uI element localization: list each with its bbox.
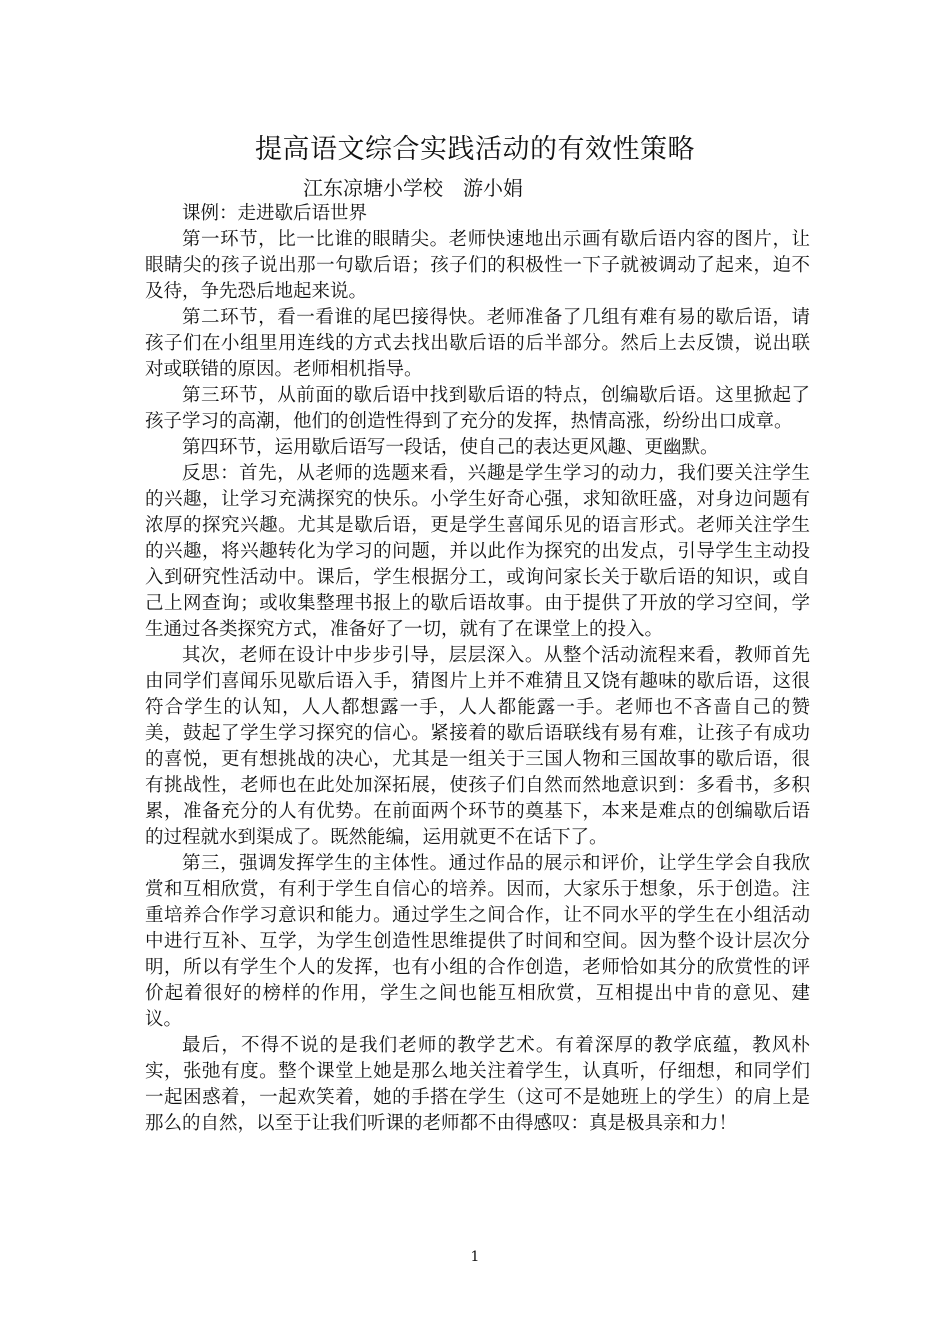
author-line: 江东凉塘小学校 游小娟 — [303, 176, 523, 200]
document-title: 提高语文综合实践活动的有效性策略 — [255, 134, 695, 165]
paragraph-reflection-second: 其次，老师在设计中步步引导，层层深入。从整个活动流程来看，教师首先由同学们喜闻乐见歇后语入手，猜图片上并不难猜且又饶有趣味的歇后语，这很符合学生的认知，人人都想露一手，人人都能露一手。老师也不吝啬自己的赞美，鼓起了学生学习探究的信心。紧接着的歇后语联线有易有难，让孩子有成功的喜悦，更有想挑战的决心，尤其是一组关于三国人物和三国故事的歇后语，很有挑战性，老师也在此处加深拓展，使孩子们自然而然地意识到：多看书，多积累，准备充分的人有优势。在前面两个环节的奠基下，本来是难点的创编歇后语的过程就水到渠成了。既然能编，运用就更不在话下了。 — [145, 645, 810, 848]
paragraph-reflection-third: 第三，强调发挥学生的主体性。通过作品的展示和评价，让学生学会自我欣赏和互相欣赏，有利于学生自信心的培养。因而，大家乐于想象，乐于创造。注重培养合作学习意识和能力。通过学生之间合作，让不同水平的学生在小组活动中进行互补、互学，为学生创造性思维提供了时间和空间。因为整个设计层次分明，所以有学生个人的发挥，也有小组的合作创造，老师恰如其分的欣赏性的评价起着很好的榜样的作用，学生之间也能互相欣赏，互相提出中肯的意见、建议。 — [145, 853, 810, 1030]
paragraph-step-2: 第二环节，看一看谁的尾巴接得快。老师准备了几组有难有易的歇后语，请孩子们在小组里用连线的方式去找出歇后语的后半部分。然后上去反馈，说出联对或联错的原因。老师相机指导。 — [145, 307, 810, 380]
lesson-heading: 课例：走进歇后语世界 — [182, 203, 368, 224]
paragraph-step-3: 第三环节，从前面的歇后语中找到歇后语的特点，创编歇后语。这里掀起了孩子学习的高潮，他们的创造性得到了充分的发挥，热情高涨，纷纷出口成章。 — [145, 385, 810, 432]
paragraph-step-1: 第一环节，比一比谁的眼睛尖。老师快速地出示画有歇后语内容的图片，让眼睛尖的孩子说出那一句歇后语；孩子们的积极性一下子就被调动了起来，迫不及待，争先恐后地起来说。 — [145, 229, 810, 302]
paragraph-step-4: 第四环节，运用歇后语写一段话，使自己的表达更风趣、更幽默。 — [182, 437, 719, 458]
document-body — [145, 201, 810, 1137]
paragraph-reflection-last: 最后，不得不说的是我们老师的教学艺术。有着深厚的教学底蕴，教风朴实，张弛有度。整个课堂上她是那么地关注着学生，认真听，仔细想，和同学们一起困惑着，一起欢笑着，她的手搭在学生（这可不是她班上的学生）的肩上是那么的自然，以至于让我们听课的老师都不由得感叹：真是极具亲和力！ — [145, 1035, 810, 1134]
paragraph-reflection-first: 反思：首先，从老师的选题来看，兴趣是学生学习的动力，我们要关注学生的兴趣，让学习充满探究的快乐。小学生好奇心强，求知欲旺盛，对身边问题有浓厚的探究兴趣。尤其是歇后语，更是学生喜闻乐见的语言形式。老师关注学生的兴趣，将兴趣转化为学习的问题，并以此作为探究的出发点，引导学生主动投入到研究性活动中。课后，学生根据分工，或询问家长关于歇后语的知识，或自己上网查询；或收集整理书报上的歇后语故事。由于提供了开放的学习空间，学生通过各类探究方式，准备好了一切，就有了在课堂上的投入。 — [145, 463, 810, 640]
page-number: 1 — [470, 1249, 480, 1265]
